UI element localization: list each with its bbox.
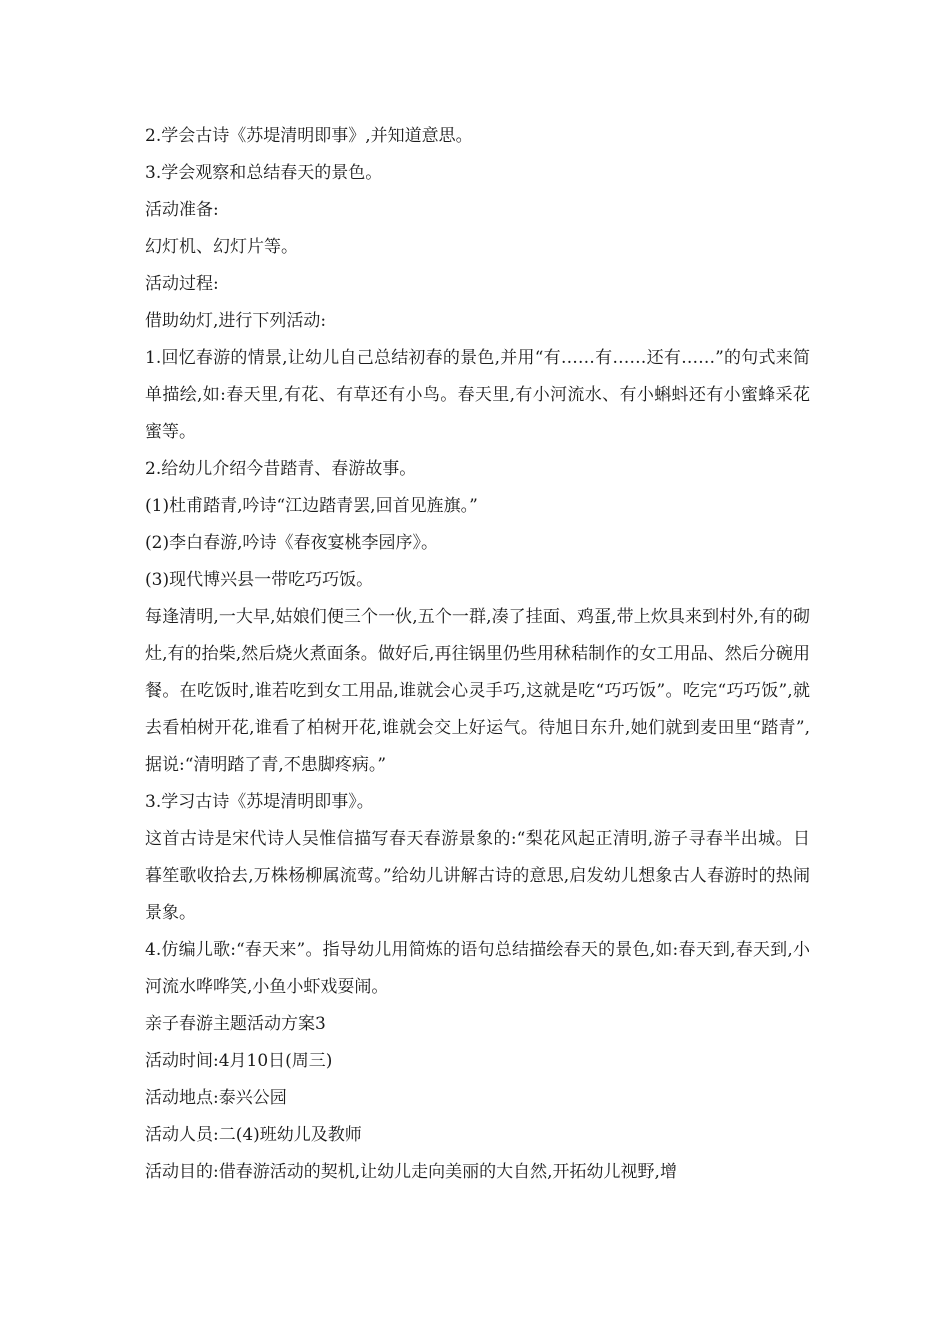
paragraph-step-2-item-1: (1)杜甫踏青,吟诗“江边踏青罢,回首见旌旗。” [145,496,478,516]
paragraph-step-3: 3.学习古诗《苏堤清明即事》。 [145,792,374,812]
paragraph-step-2-item-3: (3)现代博兴县一带吃巧巧饭。 [145,570,374,590]
paragraph-preparation: 幻灯机、幻灯片等。 [145,237,298,257]
paragraph-process-intro: 借助幼灯,进行下列活动: [145,311,327,331]
paragraph-goal-2: 2.学会古诗《苏堤清明即事》,并知道意思。 [145,126,473,146]
document-body [145,118,810,1191]
paragraph-step-2: 2.给幼儿介绍今昔踏青、春游故事。 [145,459,417,479]
heading-activity-process: 活动过程: [145,274,219,294]
heading-plan-3: 亲子春游主题活动方案3 [145,1014,326,1034]
paragraph-poem-explanation: 这首古诗是宋代诗人吴惟信描写春天春游景象的:“梨花风起正清明,游子寻春半出城。日暮笙歌收拾去,万株杨柳属流莺。”给幼儿讲解古诗的意思,启发幼儿想象古人春游时的热闹景象。 [145,829,810,923]
heading-activity-preparation: 活动准备: [145,200,219,220]
paragraph-goal-3: 3.学会观察和总结春天的景色。 [145,163,383,183]
paragraph-activity-purpose: 活动目的:借春游活动的契机,让幼儿走向美丽的大自然,开拓幼儿视野,增 [145,1162,677,1182]
paragraph-activity-time: 活动时间:4月10日(周三) [145,1051,333,1071]
paragraph-activity-location: 活动地点:泰兴公园 [145,1088,287,1108]
paragraph-qiaoqiao-story: 每逢清明,一大早,姑娘们便三个一伙,五个一群,凑了挂面、鸡蛋,带上炊具来到村外,有的砌灶,有的抬柴,然后烧火煮面条。做好后,再往锅里仍些用秫秸制作的女工用品、然后分碗用餐。在吃饭时,谁若吃到女工用品,谁就会心灵手巧,这就是吃“巧巧饭”。吃完“巧巧饭”,就去看柏树开花,谁看了柏树开花,谁就会交上好运气。待旭日东升,她们就到麦田里“踏青”,据说:“清明踏了青,不患脚疼病。” [145,607,810,775]
paragraph-step-2-item-2: (2)李白春游,吟诗《春夜宴桃李园序》。 [145,533,438,553]
paragraph-step-1: 1.回忆春游的情景,让幼儿自己总结初春的景色,并用“有……有……还有……”的句式来简单描绘,如:春天里,有花、有草还有小鸟。春天里,有小河流水、有小蝌蚪还有小蜜蜂采花蜜等。 [145,348,810,442]
paragraph-activity-participants: 活动人员:二(4)班幼儿及教师 [145,1125,362,1145]
paragraph-step-4: 4.仿编儿歌:“春天来”。指导幼儿用简炼的语句总结描绘春天的景色,如:春天到,春天到,小河流水哗哗笑,小鱼小虾戏耍闹。 [145,940,810,997]
